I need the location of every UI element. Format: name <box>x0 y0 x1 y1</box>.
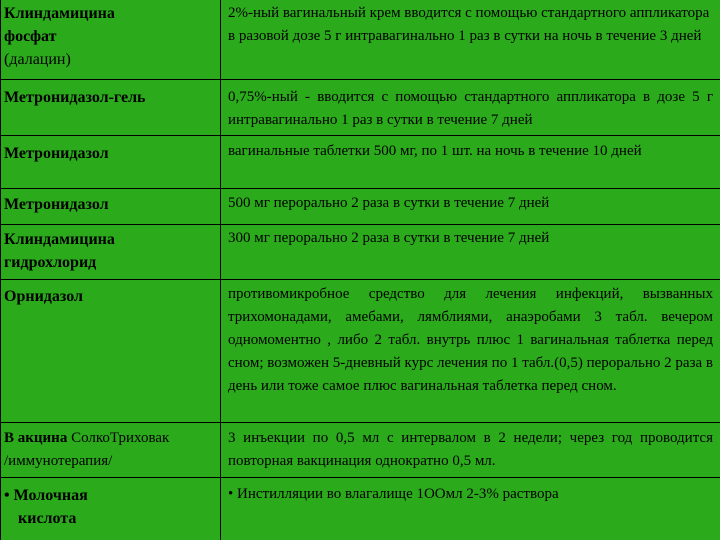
drug-name-line: Метронидазол <box>4 196 109 213</box>
drug-name-line: кислота <box>18 510 77 527</box>
dosage-cell <box>222 225 720 279</box>
dosage-text: вагинальные таблетки 500 мг, по 1 шт. на ночь в течение 10 дней <box>228 143 642 159</box>
drug-name-line: • Молочная <box>4 487 88 504</box>
table-row <box>1 225 720 280</box>
dosage-text: 300 мг перорально 2 раза в сутки в течение 7 дней <box>228 230 550 246</box>
dosage-cell <box>222 136 720 188</box>
drug-name-cell <box>1 136 221 188</box>
drug-name-line: Клиндамицина <box>4 231 115 248</box>
drug-name-line: /иммунотерапия/ <box>4 453 113 469</box>
drug-name-cell <box>1 0 221 79</box>
table-row <box>1 189 720 225</box>
drug-name-line <box>4 427 217 450</box>
dosage-cell <box>222 189 720 224</box>
dosage-text: 2%-ный вагинальный крем вводится с помощью стандартного аппликатора в разовой дозе 5 г интравагинально 1 раз в сутки на ночь в течение 3 дней <box>228 5 710 44</box>
dosage-cell <box>222 280 720 422</box>
dosage-text: противомикробное средство для лечения инфекций, вызванных трихомонадами, амебами, лямблиями, анаэробами 3 табл. вечером одномоментно , либо 2 табл. внутрь плюс 1 вагинальная таблетка перед сном; возможен 5-дневный курс лечения по 1 табл.(0,5) перорально 2 раза в день или тоже самое плюс вагинальная таблетка перед сном. <box>228 286 713 394</box>
drug-name-line: Клиндамицина <box>4 5 115 22</box>
drug-name-line: (далацин) <box>4 51 71 68</box>
drug-name-cell <box>1 189 221 224</box>
dosage-text: 0,75%-ный - вводится с помощью стандартного аппликатора в дозе 5 г интравагинально 1 раз в сутки в течение 7 дней <box>228 89 713 128</box>
dosage-text: 3 инъекции по 0,5 мл с интервалом в 2 недели; через год проводится повторная вакцинация однократно 0,5 мл. <box>228 430 713 469</box>
table-row <box>1 478 720 540</box>
drug-name-cell <box>1 225 221 279</box>
dosage-cell <box>222 80 720 135</box>
drug-name-line: гидрохлорид <box>4 254 97 271</box>
drug-name-cell <box>1 423 221 477</box>
drug-name-line: Орнидазол <box>4 288 83 305</box>
drug-name-cell <box>1 280 221 422</box>
dosage-cell <box>222 478 720 540</box>
drug-name-cell <box>1 478 221 540</box>
dosage-text: 500 мг перорально 2 раза в сутки в течение 7 дней <box>228 195 550 211</box>
drug-name-line: фосфат <box>4 28 57 45</box>
table-row <box>1 423 720 478</box>
table-row <box>1 136 720 189</box>
table-row <box>1 280 720 423</box>
dosage-cell <box>222 423 720 477</box>
drug-name-line: Метронидазол-гель <box>4 89 146 106</box>
drug-name-rest: СолкоТриховак <box>67 430 170 446</box>
dosage-text: • Инстилляции во влагалище 1ООмл 2-3% раствора <box>228 486 559 502</box>
dosage-cell <box>222 0 720 79</box>
drug-name-bold: В акцина <box>4 430 68 446</box>
drug-name-line: Метронидазол <box>4 145 109 162</box>
table-row <box>1 0 720 80</box>
table-row <box>1 80 720 136</box>
drug-name-cell <box>1 80 221 135</box>
